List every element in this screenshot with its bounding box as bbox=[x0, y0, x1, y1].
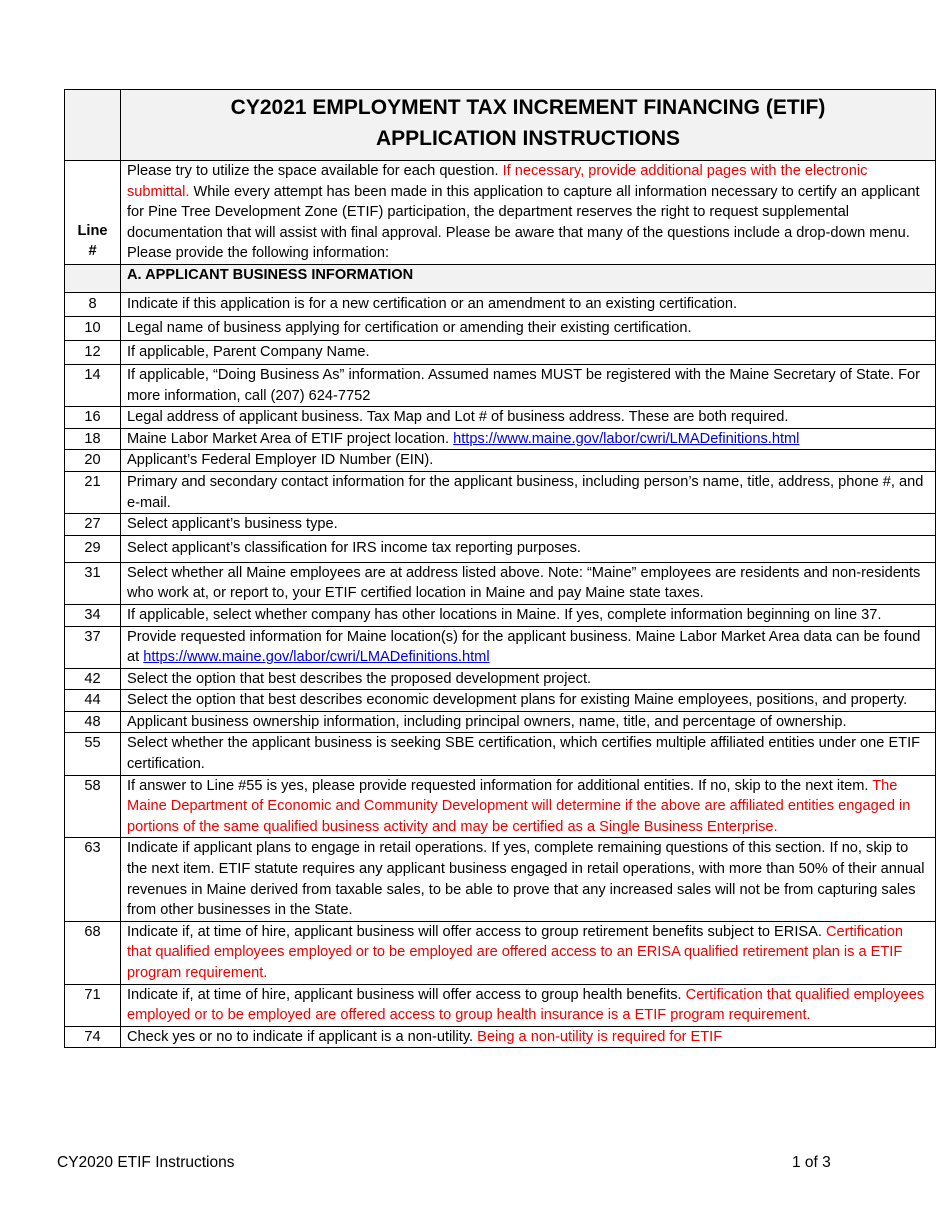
instruction-main-text: Applicant’s Federal Employer ID Number (EIN). bbox=[127, 452, 434, 469]
instruction-row bbox=[65, 711, 936, 733]
instruction-text bbox=[121, 450, 936, 472]
instruction-main-text: If answer to Line #55 is yes, please provide requested information for additional entities. If no, skip to the next item. bbox=[127, 777, 873, 794]
instruction-row bbox=[65, 364, 936, 406]
line-number: 14 bbox=[65, 364, 121, 406]
instruction-main-text: Indicate if, at time of hire, applicant business will offer access to group health benefits. bbox=[127, 986, 686, 1003]
instruction-main-text: Select the option that best describes the proposed development project. bbox=[127, 670, 592, 687]
instruction-main-text: Primary and secondary contact information for the applicant business, including person’s name, title, address, phone #, and e-mail. bbox=[127, 473, 924, 511]
line-number-header bbox=[65, 161, 121, 265]
instruction-text bbox=[121, 535, 936, 562]
instruction-text bbox=[121, 407, 936, 429]
line-number: 37 bbox=[65, 626, 121, 668]
instruction-row bbox=[65, 292, 936, 316]
instruction-main-text: Indicate if, at time of hire, applicant business will offer access to group retirement benefits subject to ERISA. bbox=[127, 923, 826, 940]
line-number: 74 bbox=[65, 1026, 121, 1048]
line-number: 68 bbox=[65, 921, 121, 984]
instruction-text bbox=[121, 690, 936, 712]
lma-definitions-link[interactable]: https://www.maine.gov/labor/cwri/LMADefinitions.html bbox=[143, 649, 490, 666]
instruction-row bbox=[65, 668, 936, 690]
instructions-table bbox=[64, 89, 936, 1048]
instruction-text bbox=[121, 428, 936, 450]
instruction-text bbox=[121, 1026, 936, 1048]
line-number: 8 bbox=[65, 292, 121, 316]
instruction-row bbox=[65, 690, 936, 712]
line-number: 44 bbox=[65, 690, 121, 712]
instruction-text bbox=[121, 733, 936, 775]
instruction-main-text: If applicable, Parent Company Name. bbox=[127, 344, 370, 361]
instruction-text bbox=[121, 340, 936, 364]
section-a-blank-cell bbox=[65, 264, 121, 292]
line-number: 16 bbox=[65, 407, 121, 429]
instruction-row bbox=[65, 1026, 936, 1048]
instruction-main-text: Select applicant’s business type. bbox=[127, 516, 338, 533]
instruction-main-text: Legal name of business applying for certification or amending their existing certification. bbox=[127, 320, 692, 337]
title-row bbox=[65, 90, 936, 161]
instruction-main-text: Select applicant’s classification for IRS income tax reporting purposes. bbox=[127, 540, 581, 557]
requirement-note: Certification that qualified employees employed or to be employed are offered access to an ERISA qualified retirement plan is a ETIF program requirement. bbox=[127, 923, 904, 981]
instruction-row bbox=[65, 450, 936, 472]
line-header-hash: # bbox=[88, 243, 97, 260]
instruction-main-text: Select whether all Maine employees are at address listed above. Note: “Maine” employees are residents and non-residents who work at, or report to, your ETIF certified location in Maine and pay Maine state taxes. bbox=[127, 564, 921, 602]
instruction-row bbox=[65, 340, 936, 364]
requirement-note: The Maine Department of Economic and Community Development will determine if the above are affiliated entities engaged in portions of the same qualified business activity and may be certified as a Single Business Enterprise. bbox=[127, 777, 911, 835]
instruction-row bbox=[65, 775, 936, 838]
line-number: 71 bbox=[65, 984, 121, 1026]
instruction-row bbox=[65, 428, 936, 450]
title-line-2: APPLICATION INSTRUCTIONS bbox=[375, 127, 681, 150]
instruction-main-text: Indicate if this application is for a new certification or an amendment to an existing certification. bbox=[127, 296, 738, 313]
instruction-row bbox=[65, 984, 936, 1026]
instruction-main-text: Select whether the applicant business is seeking SBE certification, which certifies multiple affiliated entities under one ETIF certification. bbox=[127, 735, 921, 773]
intro-part-1: Please try to utilize the space available for each question. bbox=[127, 163, 503, 179]
instruction-row bbox=[65, 733, 936, 775]
instruction-row bbox=[65, 604, 936, 626]
instruction-row bbox=[65, 535, 936, 562]
line-number: 12 bbox=[65, 340, 121, 364]
line-number: 58 bbox=[65, 775, 121, 838]
line-number: 31 bbox=[65, 562, 121, 604]
intro-row bbox=[65, 161, 936, 265]
instruction-main-text: Indicate if applicant plans to engage in retail operations. If yes, complete remaining questions of this section. If no, skip to the next item. ETIF statute requires any applicant business engaged in retail operations, with more than 50% of their annual revenues in Maine derived from taxable sales, to be able to prove that any increased sales will not be from capturing sales from other businesses in the State. bbox=[127, 840, 925, 919]
instruction-row bbox=[65, 471, 936, 513]
instruction-row bbox=[65, 514, 936, 536]
line-number: 18 bbox=[65, 428, 121, 450]
instruction-main-text: Select the option that best describes economic development plans for existing Maine employees, positions, and property. bbox=[127, 692, 908, 709]
instruction-text bbox=[121, 364, 936, 406]
intro-text bbox=[121, 161, 936, 265]
line-number: 55 bbox=[65, 733, 121, 775]
instruction-main-text: If applicable, “Doing Business As” information. Assumed names MUST be registered with the Maine Secretary of State. For more information, call (207) 624-7752 bbox=[127, 366, 921, 404]
instruction-text bbox=[121, 292, 936, 316]
lma-definitions-link[interactable]: https://www.maine.gov/labor/cwri/LMADefinitions.html bbox=[453, 430, 800, 447]
line-number: 21 bbox=[65, 471, 121, 513]
footer-document-name: CY2020 ETIF Instructions bbox=[57, 1154, 235, 1171]
instruction-main-text: Provide requested information for Maine location(s) for the applicant business. Maine Labor Market Area data can be found at bbox=[127, 628, 921, 666]
instruction-main-text: Legal address of applicant business. Tax Map and Lot # of business address. These are both required. bbox=[127, 409, 789, 426]
instruction-text bbox=[121, 316, 936, 340]
instruction-main-text: Applicant business ownership information, including principal owners, name, title, and percentage of ownership. bbox=[127, 713, 847, 730]
instruction-text bbox=[121, 562, 936, 604]
line-number: 42 bbox=[65, 668, 121, 690]
instruction-text bbox=[121, 921, 936, 984]
instruction-text bbox=[121, 711, 936, 733]
line-number: 63 bbox=[65, 838, 121, 921]
instruction-row bbox=[65, 407, 936, 429]
title-blank-cell bbox=[65, 90, 121, 161]
title-line-1: CY2021 EMPLOYMENT TAX INCREMENT FINANCING (ETIF) bbox=[230, 96, 826, 119]
instruction-main-text: If applicable, select whether company has other locations in Maine. If yes, complete information beginning on line 37. bbox=[127, 606, 882, 623]
instruction-row bbox=[65, 626, 936, 668]
instruction-main-text: Check yes or no to indicate if applicant is a non-utility. bbox=[127, 1028, 478, 1045]
instruction-row bbox=[65, 562, 936, 604]
document-title bbox=[121, 90, 936, 161]
line-number: 27 bbox=[65, 514, 121, 536]
intro-red-note: If necessary, provide additional pages with the electronic submittal. bbox=[127, 163, 868, 200]
instruction-text bbox=[121, 471, 936, 513]
line-number: 48 bbox=[65, 711, 121, 733]
line-number: 34 bbox=[65, 604, 121, 626]
line-number: 29 bbox=[65, 535, 121, 562]
line-header-word: Line bbox=[77, 222, 108, 239]
instruction-row bbox=[65, 921, 936, 984]
instruction-text bbox=[121, 838, 936, 921]
section-a-heading: A. APPLICANT BUSINESS INFORMATION bbox=[121, 264, 936, 292]
instruction-text bbox=[121, 604, 936, 626]
line-number: 10 bbox=[65, 316, 121, 340]
instruction-text bbox=[121, 668, 936, 690]
instruction-text bbox=[121, 514, 936, 536]
footer-page-number: 1 of 3 bbox=[792, 1154, 831, 1171]
instruction-text bbox=[121, 775, 936, 838]
section-a-row bbox=[65, 264, 936, 292]
instruction-main-text: Maine Labor Market Area of ETIF project location. bbox=[127, 430, 454, 447]
intro-part-2: While every attempt has been made in this application to capture all information necessary to certify an applicant for Pine Tree Development Zone (ETIF) participation, the department reserves the right to request supplemental documentation that will assist with final approval. Please be aware that many of the questions include a drop-down menu. Please provide the following information: bbox=[127, 183, 920, 262]
instruction-text bbox=[121, 984, 936, 1026]
instruction-row bbox=[65, 838, 936, 921]
requirement-note: Being a non-utility is required for ETIF bbox=[477, 1028, 723, 1045]
line-number: 20 bbox=[65, 450, 121, 472]
instruction-row bbox=[65, 316, 936, 340]
requirement-note: Certification that qualified employees employed or to be employed are offered access to group health insurance is a ETIF program requirement. bbox=[127, 986, 925, 1024]
instruction-text bbox=[121, 626, 936, 668]
